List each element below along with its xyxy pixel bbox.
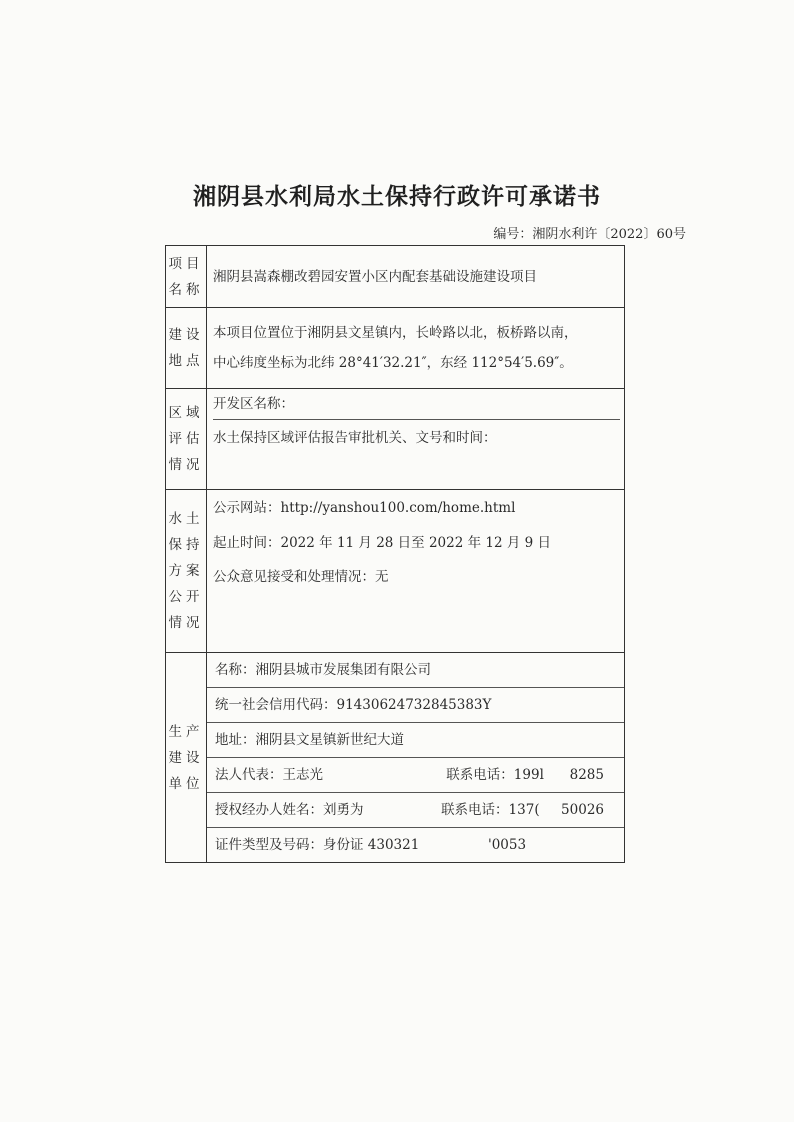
unit-label: 生产 建设 单位 <box>166 653 207 863</box>
publicity-row <box>166 490 625 653</box>
commitment-form-table <box>165 245 625 863</box>
dev-zone-name: 开发区名称： <box>213 389 620 420</box>
project-name-row <box>166 246 625 308</box>
agent-phone: 联系电话：137( 50026 <box>441 802 604 818</box>
unit-name: 名称：湘阴县城市发展集团有限公司 <box>207 653 624 688</box>
unit-id-doc: 证件类型及号码：身份证 430321 '0053 <box>215 837 527 853</box>
assessment-label: 区域 评估 情况 <box>166 389 207 490</box>
document-title: 湘阴县水利局水土保持行政许可承诺书 <box>193 184 601 210</box>
assessment-approval: 水土保持区域评估报告审批机关、文号和时间： <box>213 430 497 446</box>
document-number: 编号：湘阴水利许〔2022〕60号 <box>493 227 686 242</box>
unit-agent: 授权经办人姓名：刘勇为 联系电话：137( 50026 <box>207 793 624 828</box>
location-label: 建设 地点 <box>166 308 207 389</box>
location-value: 本项目位置位于湘阴县文星镇内，长岭路以北，板桥路以南， 中心纬度坐标为北纬 28°41′32.21″，东经 112°54′5.69″。 <box>207 308 625 389</box>
unit-row <box>166 653 625 863</box>
unit-value <box>207 653 625 863</box>
publicity-label: 水土 保持 方案 公开 情况 <box>166 490 207 653</box>
publicity-value <box>207 490 625 653</box>
assessment-row <box>166 389 625 490</box>
unit-address: 地址：湘阴县文星镇新世纪大道 <box>207 723 624 758</box>
publicity-website: 公示网站：http://yanshou100.com/home.html <box>213 500 516 516</box>
unit-credit-code: 统一社会信用代码：91430624732845383Y <box>207 688 624 723</box>
project-name-label: 项目 名称 <box>166 246 207 308</box>
assessment-value <box>207 389 625 490</box>
project-name-value: 湘阴县嵩森棚改碧园安置小区内配套基础设施建设项目 <box>207 246 625 308</box>
location-row <box>166 308 625 389</box>
unit-legal-rep: 法人代表：王志光 联系电话：199l 8285 <box>207 758 624 793</box>
legal-rep-phone: 联系电话：199l 8285 <box>446 767 604 783</box>
publicity-period: 起止时间：2022 年 11 月 28 日至 2022 年 12 月 9 日 <box>213 535 552 551</box>
public-opinions: 公众意见接受和处理情况：无 <box>213 569 389 585</box>
